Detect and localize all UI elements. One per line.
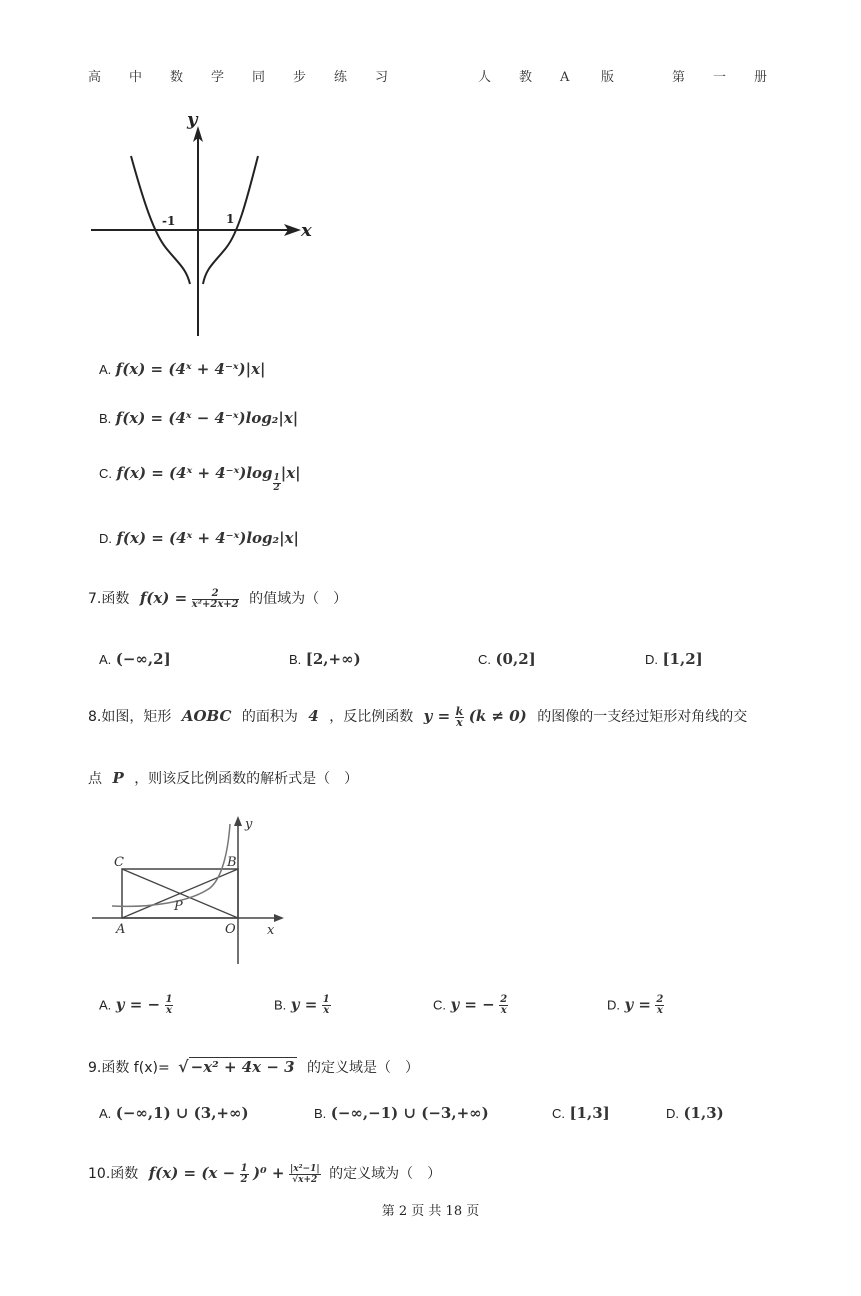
frac-den: 2 xyxy=(240,1173,248,1185)
formula: y = xyxy=(290,995,318,1014)
option-label: C. xyxy=(552,1106,565,1121)
text: 8.如图，矩形 xyxy=(88,709,172,725)
label-o: O xyxy=(225,922,236,937)
formula: f(x) = (4ˣ − 4⁻ˣ)log₂|x| xyxy=(115,409,299,427)
option-value: (−∞,1) ∪ (3,+∞) xyxy=(115,1104,249,1122)
function-graph-1 xyxy=(86,108,326,340)
frac-den: x xyxy=(500,1005,507,1016)
header-middle xyxy=(478,66,642,85)
formula-fraction xyxy=(455,704,465,729)
header-char: 版 xyxy=(601,70,615,85)
option-label: B. xyxy=(289,652,302,667)
formula-fraction xyxy=(240,1164,249,1185)
q6-option-c[interactable] xyxy=(99,464,301,493)
formula-fraction xyxy=(322,995,331,1016)
x-axis-arrow xyxy=(274,914,284,922)
y-axis-arrow xyxy=(234,816,242,826)
option-label: C. xyxy=(433,997,446,1013)
y-axis-label: y xyxy=(187,109,198,130)
log-base-fraction xyxy=(273,474,281,493)
question-prefix: 10.函数 xyxy=(88,1166,139,1182)
formula: y = xyxy=(624,995,651,1014)
frac-num: |x²−1| xyxy=(289,1163,320,1174)
option-label: D. xyxy=(666,1106,679,1121)
option-label: A. xyxy=(99,652,112,667)
rectangle-hyperbola-graph xyxy=(90,812,300,970)
q7-option-b[interactable] xyxy=(289,650,361,668)
q8-stem-line2 xyxy=(88,768,358,788)
option-value: [1,3] xyxy=(569,1104,610,1122)
option-label: B. xyxy=(99,411,112,426)
q6-option-a[interactable] xyxy=(99,360,265,378)
text: 的图像的一支经过矩形对角线的交 xyxy=(537,709,748,725)
x-axis-label: x xyxy=(301,220,312,241)
header-char: 人 xyxy=(478,70,492,85)
formula-fraction xyxy=(165,995,174,1016)
label-y: y xyxy=(245,817,253,832)
q8-stem-line1 xyxy=(88,706,747,728)
q7-option-d[interactable] xyxy=(645,650,703,668)
q9-option-c[interactable] xyxy=(552,1104,610,1122)
header-char: 教 xyxy=(519,70,533,85)
q7-option-c[interactable] xyxy=(478,650,536,668)
frac-num: k xyxy=(455,704,464,718)
q6-option-d[interactable] xyxy=(99,529,299,547)
label-a: A xyxy=(116,922,126,937)
option-label: A. xyxy=(99,1106,112,1121)
frac-num: 1 xyxy=(165,994,173,1005)
label-b: B xyxy=(227,855,237,870)
q6-option-b[interactable] xyxy=(99,409,298,427)
option-label: D. xyxy=(99,531,112,546)
q9-option-d[interactable] xyxy=(666,1104,724,1122)
formula: P xyxy=(112,769,124,787)
header-char: 数 xyxy=(170,70,184,85)
header-left xyxy=(88,66,416,85)
formula: f(x) = xyxy=(139,589,188,607)
formula: f(x) = (4ˣ + 4⁻ˣ)|x| xyxy=(115,360,266,378)
option-label: B. xyxy=(274,997,287,1013)
question-suffix: 的定义域为（ ） xyxy=(329,1166,442,1182)
q8-option-d[interactable] xyxy=(607,995,664,1016)
text: 的面积为 xyxy=(241,709,298,725)
option-value: (1,3) xyxy=(683,1104,724,1122)
frac-den: x xyxy=(166,1005,172,1016)
label-c: C xyxy=(114,855,124,870)
text: ，则该反比例函数的解析式是（ ） xyxy=(134,771,359,787)
formula-fraction xyxy=(192,589,239,610)
text: 点 xyxy=(88,771,102,787)
frac-num: 2 xyxy=(656,994,664,1005)
page-footer: 第 2 页 共 18 页 xyxy=(381,1204,480,1219)
q8-option-b[interactable] xyxy=(274,995,331,1016)
formula: y = − xyxy=(450,995,495,1014)
frac-num: 2 xyxy=(500,994,508,1005)
formula: AOBC xyxy=(181,707,232,725)
frac-den: 2 xyxy=(273,483,280,493)
header-char: 中 xyxy=(129,70,143,85)
option-value: (−∞,−1) ∪ (−3,+∞) xyxy=(330,1104,489,1122)
question-prefix: 9.函数 f(x)= xyxy=(88,1060,170,1076)
header-char: 册 xyxy=(754,70,768,85)
option-value: [1,2] xyxy=(662,650,703,668)
option-value: (0,2] xyxy=(495,650,536,668)
formula-tail: |x| xyxy=(280,464,301,482)
option-label: B. xyxy=(314,1106,327,1121)
q9-stem xyxy=(88,1057,419,1077)
header-right xyxy=(672,66,795,85)
q9-option-b[interactable] xyxy=(314,1104,489,1122)
header-char: 高 xyxy=(88,70,102,85)
hyperbola-branch xyxy=(112,824,230,906)
header-char: 练 xyxy=(334,70,348,85)
q8-option-a[interactable] xyxy=(99,995,173,1016)
option-label: D. xyxy=(645,652,658,667)
header-char: 第 xyxy=(672,70,686,85)
header-char: 步 xyxy=(293,70,307,85)
formula: 4 xyxy=(308,707,319,725)
frac-num: 1 xyxy=(273,473,280,483)
formula: f(x) = (4ˣ + 4⁻ˣ)log xyxy=(116,464,273,482)
header-char: 习 xyxy=(375,70,389,85)
frac-num: 1 xyxy=(240,1162,248,1174)
frac-num: 2 xyxy=(192,589,239,600)
header-char: 一 xyxy=(713,70,727,85)
frac-den: x xyxy=(656,1005,663,1016)
formula-fraction xyxy=(289,1164,321,1185)
frac-den: x²+2x+2 xyxy=(191,598,239,610)
frac-den: x xyxy=(456,715,463,729)
q10-stem xyxy=(88,1163,441,1185)
header-char: 学 xyxy=(211,70,225,85)
option-value: [2,+∞) xyxy=(305,650,361,668)
text: ，反比例函数 xyxy=(329,709,414,725)
option-label: C. xyxy=(99,466,112,481)
option-label: A. xyxy=(99,997,112,1013)
sqrt-expression xyxy=(178,1057,301,1076)
formula: )⁰ + xyxy=(253,1164,285,1182)
frac-den: √x+2 xyxy=(292,1174,318,1185)
formula-fraction xyxy=(499,995,508,1016)
curve-left xyxy=(131,156,190,284)
option-label: C. xyxy=(478,652,491,667)
option-value: (−∞,2] xyxy=(115,650,171,668)
label-x: x xyxy=(267,923,275,938)
formula: y = xyxy=(423,707,451,725)
formula-fraction xyxy=(655,995,664,1016)
formula: f(x) = (4ˣ + 4⁻ˣ)log₂|x| xyxy=(116,529,299,547)
question-suffix: 的值域为（ ） xyxy=(249,591,348,607)
formula: (k ≠ 0) xyxy=(468,707,527,725)
label-p: P xyxy=(174,899,183,914)
tick-label-one: 1 xyxy=(226,212,235,226)
header-char: A xyxy=(560,70,570,85)
radicand: −x² + 4x − 3 xyxy=(190,1058,295,1076)
option-label: D. xyxy=(607,997,620,1013)
q7-option-a[interactable] xyxy=(99,650,171,668)
tick-label-neg-one: -1 xyxy=(162,214,176,228)
option-label: A. xyxy=(99,362,112,377)
frac-den: x xyxy=(323,1005,330,1016)
sqrt-symbol: √ xyxy=(178,1057,189,1076)
question-suffix: 的定义域是（ ） xyxy=(307,1060,420,1076)
header-char: 同 xyxy=(252,70,266,85)
q7-stem xyxy=(88,588,347,610)
formula: y = − xyxy=(115,995,161,1014)
frac-num: 1 xyxy=(322,994,330,1005)
formula: f(x) = (x − xyxy=(148,1164,236,1182)
q8-option-c[interactable] xyxy=(433,995,508,1016)
q9-option-a[interactable] xyxy=(99,1104,249,1122)
question-prefix: 7.函数 xyxy=(88,591,130,607)
